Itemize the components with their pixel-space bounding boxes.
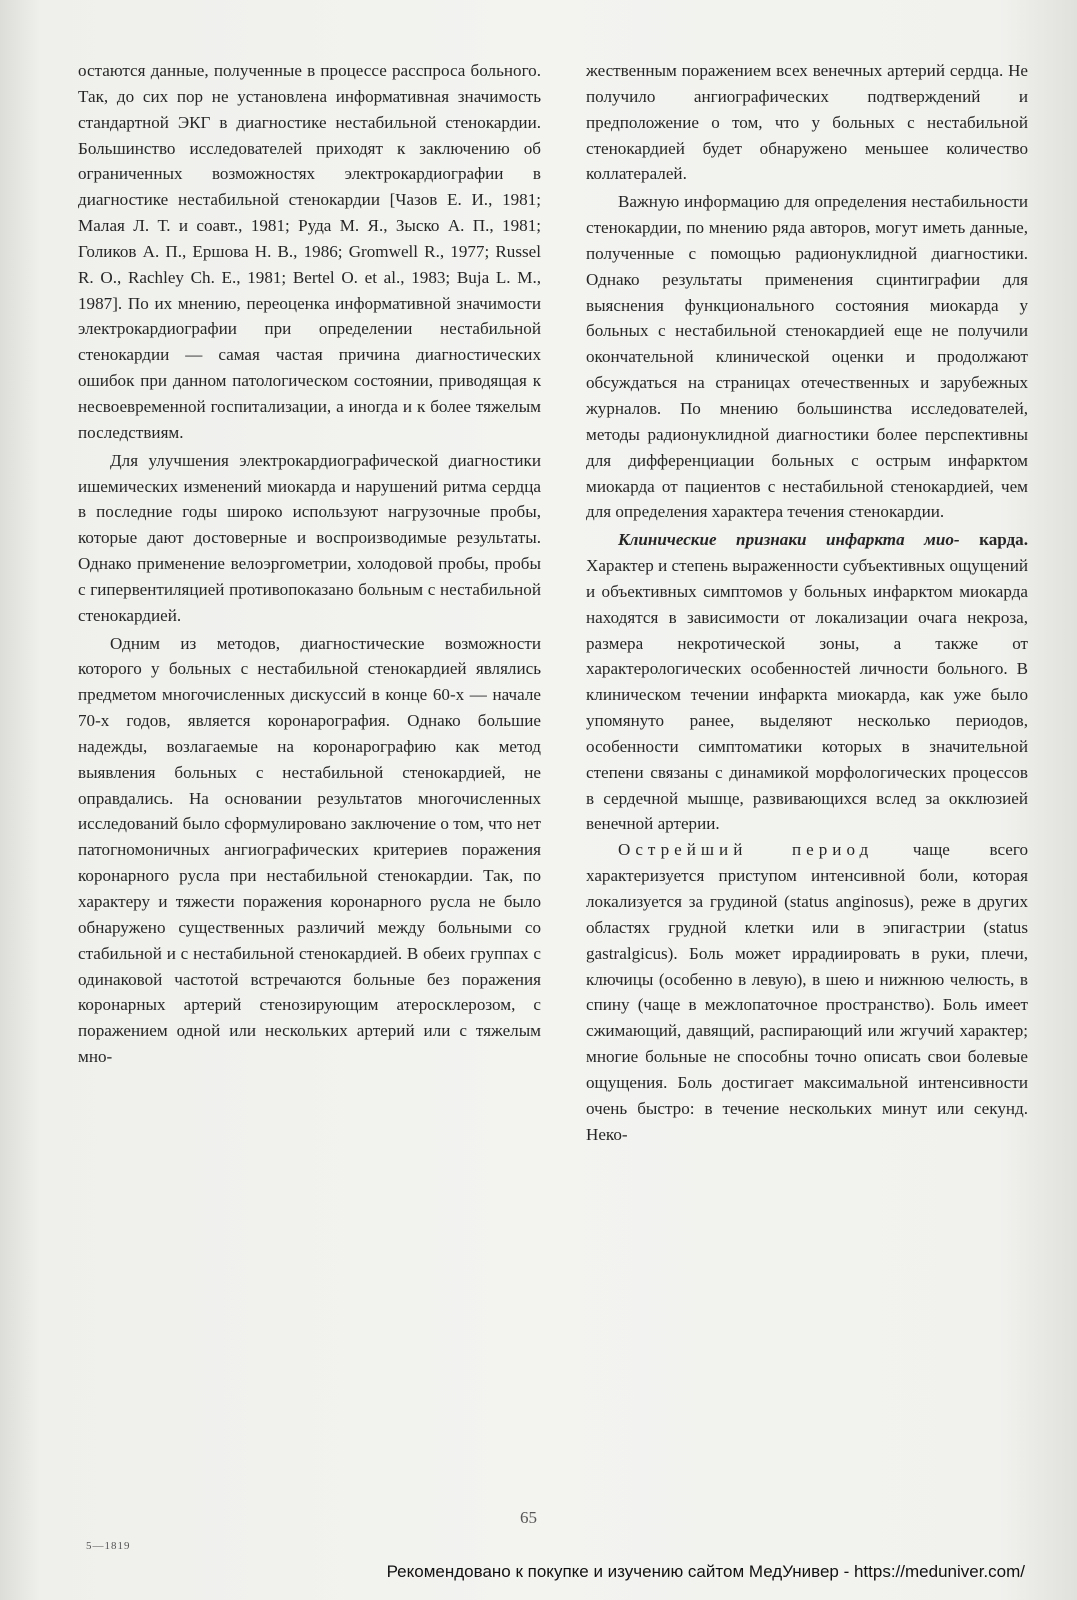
right-column (586, 58, 1028, 1147)
section-heading-plain: карда. (979, 530, 1028, 550)
left-column (78, 58, 541, 1070)
printer-signature: 5—1819 (86, 1540, 131, 1552)
right-paragraph-3 (586, 527, 1028, 837)
page-number: 65 (520, 1508, 537, 1527)
right-paragraph-2: Важную информацию для определения нестабильности стенокардии, по мнению ряда авторов, могут иметь данные, полученные с помощью радионуклидной диагностики. Однако результаты применения сцинтиграфии для выяснения функционального состояния миокарда у больных с нестабильной стенокардией еще не получили окончательной клинической оценки и продолжают обсуждаться на страницах отечественных и зарубежных журналов. По мнению большинства исследователей, методы радионуклидной диагностики более перспективны для дифференциации больных с острым инфарктом миокарда от пациентов с нестабильной стенокардией, чем для определения характера течения стенокардии. (586, 192, 1028, 522)
period-label: Острейший период (618, 840, 874, 860)
section-heading-italic: Клинические признаки инфаркта мио- (618, 530, 960, 550)
right-paragraph-3-body: Характер и степень выраженности субъективных ощущений и объективных симптомов у больных инфарктом миокарда находятся в зависимости от локализации очага некроза, размера некротической зоны, а также от характерологических особенностей личности больного. В клиническом течении инфаркта миокарда, как уже было упомянуто ранее, выделяют несколько периодов, особенности симптоматики которых в значительной степени связаны с динамикой морфологических процессов в сердечной мышце, развивающихся вслед за окклюзией венечной артерии. (586, 556, 1028, 834)
right-paragraph-1: жественным поражением всех венечных артерий сердца. Не получило ангиографических подтверждений и предположение о том, что у больных с нестабильной стенокардией будет обнаружено меньшее количество коллатералей. (586, 61, 1028, 184)
watermark-text: Рекомендовано к покупке и изучению сайтом МедУнивер - https://meduniver.com/ (386, 1562, 1025, 1581)
left-paragraph-1: остаются данные, полученные в процессе расспроса больного. Так, до сих пор не установлена информативная значимость стандартной ЭКГ в диагностике нестабильной стенокардии. Большинство исследователей приходят к заключению об ограниченных возможностях электрокардиографии в диагностике нестабильной стенокардии [Чазов Е. И., 1981; Малая Л. Т. и соавт., 1981; Руда М. Я., Зыско А. П., 1981; Голиков А. П., Ершова Н. В., 1986; Gromwell R., 1977; Russel R. O., Rachley Ch. E., 1981; Bertel O. et al., 1983; Buja L. M., 1987]. По их мнению, переоценка информативной значимости электрокардиографии при определении нестабильной стенокардии — самая частая причина диагностических ошибок при данном патологическом состоянии, приводящая к несвоевременной госпитализации, а иногда и к более тяжелым последствиям. (78, 61, 541, 442)
right-paragraph-4-body: чаще всего характеризуется приступом интенсивной боли, которая локализуется за грудиной (status anginosus), реже в других областях грудной клетки или в эпигастрии (status gastralgicus). Боль может иррадиировать в руки, плечи, ключицы (особенно в левую), в шею и нижнюю челюсть, в спину (чаще в межлопаточное пространство). Боль имеет сжимающий, давящий, распирающий или жгучий характер; многие больные не способны точно описать свои болевые ощущения. Боль достигает максимальной интенсивности очень быстро: в течение нескольких минут или секунд. Неко- (586, 840, 1028, 1144)
right-paragraph-4 (586, 837, 1028, 1147)
left-paragraph-3: Одним из методов, диагностические возможности которого у больных с нестабильной стенокардией являлись предметом многочисленных дискуссий в конце 60-х — начале 70-х годов, является коронарография. Однако большие надежды, возлагаемые на коронарографию как метод выявления больных с нестабильной стенокардией, не оправдались. На основании результатов многочисленных исследований было сформулировано заключение о том, что нет патогномоничных ангиографических критериев поражения коронарного русла при нестабильной стенокардии. Так, по характеру и тяжести поражения коронарного русла не было обнаружено существенных различий между больными со стабильной и с нестабильной стенокардией. В обеих группах с одинаковой частотой встречаются больные без поражения коронарных артерий стенозирующим атеросклерозом, с поражением одной или нескольких артерий или с тяжелым мно- (78, 633, 541, 1067)
left-paragraph-2: Для улучшения электрокардиографической диагностики ишемических изменений миокарда и нарушений ритма сердца в последние годы широко используют нагрузочные пробы, которые дают достоверные и воспроизводимые результаты. Однако применение велоэргометрии, холодовой пробы, пробы с гипервентиляцией противопоказано больным с нестабильной стенокардией. (78, 450, 541, 625)
